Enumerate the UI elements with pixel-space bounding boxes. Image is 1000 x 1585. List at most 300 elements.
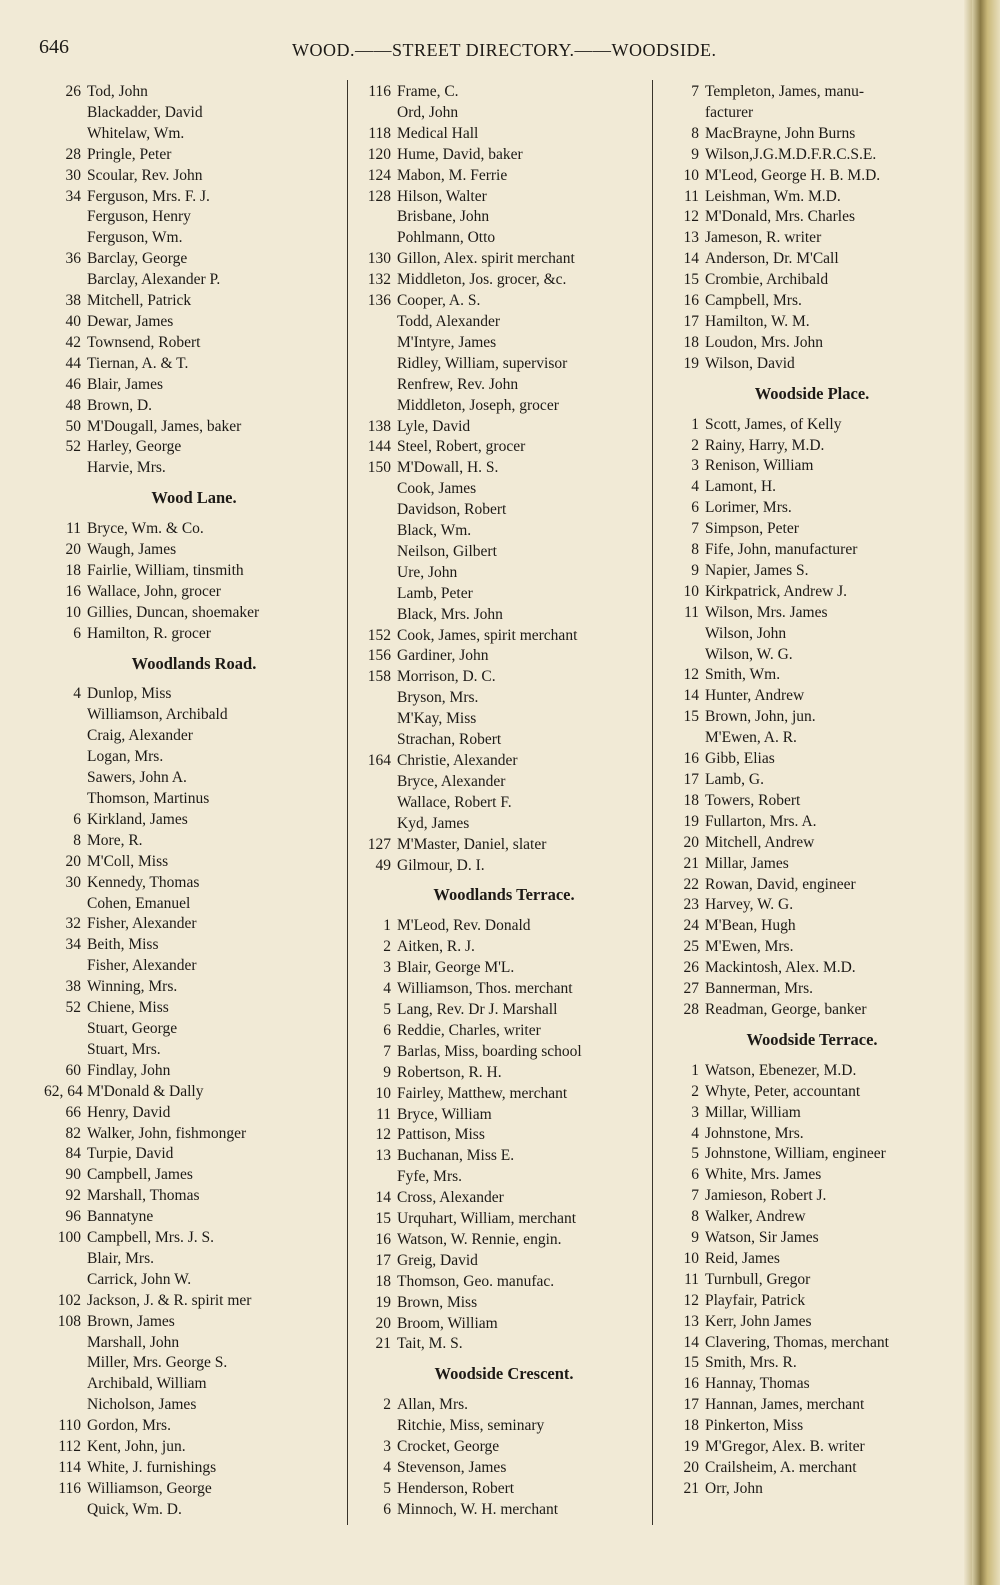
directory-entry [354, 937, 654, 958]
resident-name: Ferguson, Mrs. F. J. [87, 187, 210, 205]
house-number: 3 [383, 959, 391, 977]
resident-name: Logan, Mrs. [87, 748, 164, 766]
resident-name: Clavering, Thomas, merchant [705, 1333, 889, 1351]
resident-name: Townsend, Robert [87, 333, 201, 351]
resident-name: Brown, Miss [397, 1293, 478, 1311]
house-number [354, 500, 397, 521]
resident-name: Johnstone, William, engineer [705, 1145, 886, 1163]
resident-name: Jackson, J. & R. spirit mer [87, 1291, 252, 1309]
house-number: 100 [57, 1229, 81, 1247]
resident-name: Davidson, Robert [397, 501, 507, 519]
house-number: 42 [65, 333, 81, 351]
directory-entry [662, 249, 962, 270]
house-number: 138 [367, 417, 391, 435]
directory-entry [662, 582, 962, 603]
resident-name: Bannatyne [87, 1208, 154, 1226]
directory-entry [354, 814, 654, 835]
directory-entry [354, 1293, 654, 1314]
resident-name: Barlas, Miss, boarding school [397, 1042, 582, 1060]
house-number [44, 789, 87, 810]
directory-entry [44, 291, 344, 312]
resident-name: Lang, Rev. Dr J. Marshall [397, 1000, 558, 1018]
resident-name: Turpie, David [87, 1145, 174, 1163]
directory-entry [44, 1103, 344, 1124]
directory-entry [662, 979, 962, 1000]
house-number: 34 [65, 936, 81, 954]
directory-entry [44, 228, 344, 249]
resident-name: Miller, Mrs. George S. [87, 1354, 228, 1372]
house-number: 16 [683, 1375, 699, 1393]
house-number: 26 [65, 83, 81, 100]
resident-name: Wilson, David [705, 354, 795, 372]
resident-name: Steel, Robert, grocer [397, 438, 526, 456]
directory-entry [662, 937, 962, 958]
resident-name: More, R. [87, 831, 143, 849]
house-number [354, 563, 397, 584]
house-number: 20 [375, 1314, 391, 1332]
house-number: 15 [683, 1354, 699, 1372]
house-number: 7 [383, 1042, 391, 1060]
house-number [354, 396, 397, 417]
house-number [44, 1500, 87, 1521]
directory-entry [44, 1437, 344, 1458]
resident-name: Mitchell, Andrew [705, 833, 815, 851]
house-number: 2 [383, 938, 391, 956]
directory-entry [44, 831, 344, 852]
resident-name: Pohlmann, Otto [397, 229, 496, 247]
directory-entry [44, 1186, 344, 1207]
resident-name: Bannerman, Mrs. [705, 980, 814, 998]
house-number [44, 103, 87, 124]
house-number [354, 730, 397, 751]
directory-entry [44, 375, 344, 396]
house-number: 24 [683, 917, 699, 935]
house-number: 11 [684, 603, 699, 621]
directory-entry [44, 417, 344, 438]
resident-name: Millar, James [705, 854, 789, 872]
directory-entry [44, 187, 344, 208]
house-number: 102 [57, 1291, 81, 1309]
directory-entry [662, 1479, 962, 1500]
resident-name: Allan, Mrs. [397, 1396, 469, 1414]
resident-name: M'Donald & Dally [87, 1082, 204, 1100]
directory-entry [354, 166, 654, 187]
directory-entry [44, 582, 344, 603]
resident-name: Bryce, Wm. & Co. [87, 520, 204, 538]
house-number: 114 [58, 1459, 81, 1476]
house-number: 52 [65, 999, 81, 1017]
house-number [44, 768, 87, 789]
house-number: 12 [375, 1126, 391, 1144]
house-number: 116 [58, 1479, 81, 1497]
resident-name: Ord, John [397, 103, 459, 121]
house-number: 66 [65, 1103, 81, 1121]
house-number: 6 [383, 1021, 391, 1039]
resident-name: Orr, John [705, 1479, 763, 1497]
resident-name: Fyfe, Mrs. [397, 1168, 463, 1186]
house-number: 15 [683, 271, 699, 289]
resident-name: Renison, William [705, 457, 814, 475]
directory-entry [354, 793, 654, 814]
house-number [354, 375, 397, 396]
directory-entry [662, 895, 962, 916]
directory-entry [662, 1458, 962, 1479]
book-spine-edge [972, 0, 1000, 1585]
house-number: 164 [367, 752, 391, 769]
house-number: 14 [683, 687, 699, 705]
street-heading: Woodside Crescent. [434, 1364, 574, 1384]
resident-name: Barclay, George [87, 250, 188, 268]
house-number: 132 [367, 271, 391, 289]
directory-entry [44, 270, 344, 291]
resident-name: Ferguson, Henry [87, 208, 191, 226]
running-header: WOOD.——STREET DIRECTORY.——WOODSIDE. [292, 40, 717, 60]
resident-name: Gilmour, D. I. [397, 856, 485, 874]
directory-entry [44, 977, 344, 998]
resident-name: Thomson, Geo. manufac. [397, 1272, 555, 1290]
house-number: 6 [691, 1166, 699, 1184]
directory-entry [354, 228, 654, 249]
resident-name: Findlay, John [87, 1061, 171, 1079]
resident-name: M'Leod, Rev. Donald [397, 917, 531, 935]
house-number: 8 [691, 124, 699, 142]
directory-entry [44, 1165, 344, 1186]
directory-entry [662, 958, 962, 979]
resident-name: Fisher, Alexander [87, 957, 197, 975]
resident-name: Johnstone, Mrs. [705, 1124, 804, 1142]
resident-name: Watson, W. Rennie, engin. [397, 1230, 562, 1248]
resident-name: Black, Wm. [397, 522, 472, 540]
house-number: 12 [683, 208, 699, 226]
directory-entry [662, 1291, 962, 1312]
directory-entry [44, 540, 344, 561]
directory-entry [44, 873, 344, 894]
directory-entry [662, 854, 962, 875]
directory-entry [662, 833, 962, 854]
house-number [354, 479, 397, 500]
house-number: 19 [683, 1438, 699, 1456]
directory-entry [662, 1082, 962, 1103]
house-number: 4 [691, 1124, 699, 1142]
house-number [354, 542, 397, 563]
resident-name: Watson, Ebenezer, M.D. [705, 1061, 857, 1079]
resident-name: Cross, Alexander [397, 1189, 504, 1207]
directory-entry [44, 768, 344, 789]
house-number: 6 [383, 1500, 391, 1518]
resident-name: M'Gregor, Alex. B. writer [705, 1438, 865, 1456]
house-number [354, 312, 397, 333]
directory-entry [662, 1416, 962, 1437]
house-number: 18 [683, 333, 699, 351]
directory-entry [662, 333, 962, 354]
resident-name: White, Mrs. James [705, 1166, 822, 1184]
directory-entry [44, 1395, 344, 1416]
house-number: 28 [65, 145, 81, 163]
directory-entry [662, 1144, 962, 1165]
directory-entry [44, 935, 344, 956]
house-number: 10 [375, 1084, 391, 1102]
house-number: 84 [65, 1145, 81, 1163]
directory-entry [44, 789, 344, 810]
house-number: 62, 64 [44, 1082, 83, 1100]
house-number: 5 [691, 1145, 699, 1163]
house-number [354, 709, 397, 730]
directory-entry [354, 312, 654, 333]
resident-name: Stuart, Mrs. [87, 1040, 161, 1058]
house-number: 1 [691, 415, 699, 433]
house-number: 10 [683, 582, 699, 600]
directory-entry [662, 103, 962, 124]
house-number: 14 [683, 1333, 699, 1351]
resident-name: M'Master, Daniel, slater [397, 835, 547, 853]
resident-name: Hamilton, R. grocer [87, 624, 211, 642]
house-number: 21 [375, 1335, 391, 1353]
house-number: 128 [367, 187, 391, 205]
resident-name: Ridley, William, supervisor [397, 354, 568, 372]
resident-name: facturer [705, 103, 754, 121]
resident-name: Smith, Wm. [705, 666, 781, 684]
house-number: 6 [73, 624, 81, 642]
house-number: 30 [65, 166, 81, 184]
resident-name: Nicholson, James [87, 1396, 197, 1414]
resident-name: Wilson, John [705, 624, 787, 642]
directory-entry [44, 519, 344, 540]
house-number: 11 [376, 1105, 391, 1123]
house-number: 4 [383, 1459, 391, 1476]
directory-entry [354, 751, 654, 772]
resident-name: Christie, Alexander [397, 752, 518, 769]
resident-name: M'Ewen, A. R. [705, 729, 797, 747]
house-number: 156 [367, 647, 391, 665]
resident-name: Beith, Miss [87, 936, 159, 954]
resident-name: Fisher, Alexander [87, 915, 197, 933]
directory-entry [662, 436, 962, 457]
house-number: 13 [683, 1312, 699, 1330]
house-number: 20 [683, 833, 699, 851]
resident-name: Scott, James, of Kelly [705, 415, 842, 433]
directory-entry [662, 1186, 962, 1207]
house-number [44, 1249, 87, 1270]
resident-name: Dunlop, Miss [87, 685, 172, 703]
directory-entry [44, 458, 344, 479]
resident-name: Lorimer, Mrs. [705, 499, 792, 517]
resident-name: Kennedy, Thomas [87, 873, 200, 891]
resident-name: M'Bean, Hugh [705, 917, 796, 935]
house-number [44, 726, 87, 747]
directory-entry [44, 207, 344, 228]
directory-entry [354, 772, 654, 793]
directory-entry [354, 375, 654, 396]
resident-name: Wilson, W. G. [705, 645, 793, 663]
house-number: 92 [65, 1187, 81, 1205]
house-number [662, 103, 705, 124]
resident-name: Crocket, George [397, 1438, 500, 1456]
directory-entry [662, 270, 962, 291]
resident-name: M'Kay, Miss [397, 710, 477, 728]
directory-entry [44, 810, 344, 831]
directory-entry [662, 145, 962, 166]
directory-entry [662, 728, 962, 749]
directory-entry [662, 1312, 962, 1333]
resident-name: Turnbull, Gregor [705, 1270, 811, 1288]
resident-name: M'Intyre, James [397, 333, 497, 351]
street-heading: Woodlands Road. [131, 653, 257, 673]
house-number: 4 [691, 478, 699, 496]
house-number: 17 [683, 1396, 699, 1414]
resident-name: Morrison, D. C. [397, 668, 496, 686]
resident-name: Wallace, John, grocer [87, 582, 221, 600]
directory-entry [44, 1416, 344, 1437]
house-number: 152 [367, 626, 391, 644]
resident-name: Hannan, James, merchant [705, 1396, 865, 1414]
house-number: 22 [683, 875, 699, 893]
house-number: 7 [691, 520, 699, 538]
resident-name: Marshall, Thomas [87, 1187, 200, 1205]
house-number [44, 1395, 87, 1416]
house-number: 2 [691, 1082, 699, 1100]
house-number: 46 [65, 375, 81, 393]
directory-entry [44, 1019, 344, 1040]
resident-name: Hunter, Andrew [705, 687, 805, 705]
directory-entry [44, 1458, 344, 1479]
directory-entry [44, 894, 344, 915]
house-number: 21 [683, 1479, 699, 1497]
house-number: 3 [383, 1438, 391, 1456]
house-number: 13 [683, 229, 699, 247]
house-number [44, 1019, 87, 1040]
house-number [662, 624, 705, 645]
directory-entry [44, 726, 344, 747]
directory-entry [662, 1228, 962, 1249]
house-number: 9 [691, 1229, 699, 1247]
resident-name: M'Dowall, H. S. [397, 459, 499, 477]
directory-entry [44, 1040, 344, 1061]
house-number [44, 1333, 87, 1354]
directory-entry [44, 166, 344, 187]
house-number [44, 270, 87, 291]
directory-entry [354, 1125, 654, 1146]
column-1 [44, 82, 344, 1521]
resident-name: Todd, Alexander [397, 312, 501, 330]
resident-name: Rowan, David, engineer [705, 875, 856, 893]
house-number: 8 [691, 1208, 699, 1226]
house-number: 12 [683, 1291, 699, 1309]
street-heading: Woodside Place. [754, 383, 870, 403]
resident-name: Dewar, James [87, 312, 174, 330]
directory-entry [354, 354, 654, 375]
house-number [44, 1353, 87, 1374]
house-number: 32 [65, 915, 81, 933]
directory-entry [44, 145, 344, 166]
resident-name: Readman, George, banker [705, 1000, 867, 1018]
directory-entry [354, 207, 654, 228]
house-number: 19 [683, 354, 699, 372]
directory-entry [354, 417, 654, 438]
house-number: 7 [691, 1187, 699, 1205]
resident-name: Campbell, James [87, 1166, 193, 1184]
house-number: 124 [367, 166, 391, 184]
house-number: 40 [65, 312, 81, 330]
house-number: 50 [65, 417, 81, 435]
directory-entry [662, 916, 962, 937]
resident-name: Playfair, Patrick [705, 1291, 806, 1309]
directory-entry [662, 498, 962, 519]
directory-entry [662, 354, 962, 375]
house-number: 6 [73, 810, 81, 828]
resident-name: Henderson, Robert [397, 1479, 515, 1497]
directory-entry [44, 1500, 344, 1521]
directory-entry [662, 166, 962, 187]
directory-entry [354, 958, 654, 979]
directory-entry [662, 645, 962, 666]
resident-name: Whyte, Peter, accountant [705, 1082, 861, 1100]
page-number: 646 [39, 36, 69, 58]
directory-entry [44, 624, 344, 645]
house-number: 18 [683, 1417, 699, 1435]
directory-entry [44, 124, 344, 145]
directory-entry [44, 333, 344, 354]
house-number: 19 [375, 1293, 391, 1311]
directory-entry [662, 1061, 962, 1082]
house-number: 38 [65, 978, 81, 996]
house-number: 11 [684, 1270, 699, 1288]
directory-entry [44, 705, 344, 726]
resident-name: Neilson, Gilbert [397, 542, 497, 560]
directory-entry [662, 791, 962, 812]
directory-entry [354, 584, 654, 605]
house-number: 8 [691, 541, 699, 559]
resident-name: Brisbane, John [397, 208, 490, 226]
resident-name: Kent, John, jun. [87, 1438, 186, 1456]
house-number: 18 [65, 561, 81, 579]
house-number: 30 [65, 873, 81, 891]
house-number: 158 [367, 668, 391, 686]
resident-name: Blair, Mrs. [87, 1249, 154, 1267]
house-number: 38 [65, 292, 81, 310]
directory-entry [44, 1374, 344, 1395]
house-number: 7 [691, 83, 699, 100]
resident-name: Ure, John [397, 563, 458, 581]
house-number: 16 [683, 750, 699, 768]
directory-entry [662, 187, 962, 208]
directory-entry [44, 1270, 344, 1291]
directory-entry [354, 916, 654, 937]
resident-name: Crombie, Archibald [705, 271, 829, 289]
house-number: 13 [375, 1147, 391, 1165]
house-number: 17 [375, 1251, 391, 1269]
house-number: 96 [65, 1208, 81, 1226]
resident-name: Brown, James [87, 1312, 175, 1330]
directory-entry [662, 291, 962, 312]
house-number [44, 705, 87, 726]
house-number: 116 [368, 83, 391, 100]
directory-entry [44, 1124, 344, 1145]
resident-name: M'Dougall, James, baker [87, 417, 242, 435]
directory-entry [354, 291, 654, 312]
directory-entry [354, 542, 654, 563]
street-heading: Wood Lane. [151, 488, 237, 508]
directory-entry [44, 1082, 344, 1103]
house-number [354, 207, 397, 228]
directory-entry [662, 1124, 962, 1145]
resident-name: Fairlie, William, tinsmith [87, 561, 244, 579]
directory-entry [354, 1458, 654, 1479]
directory-entry [44, 1333, 344, 1354]
resident-name: Tod, John [87, 83, 148, 100]
directory-entry [354, 479, 654, 500]
directory-entry [662, 875, 962, 896]
house-number [354, 521, 397, 542]
